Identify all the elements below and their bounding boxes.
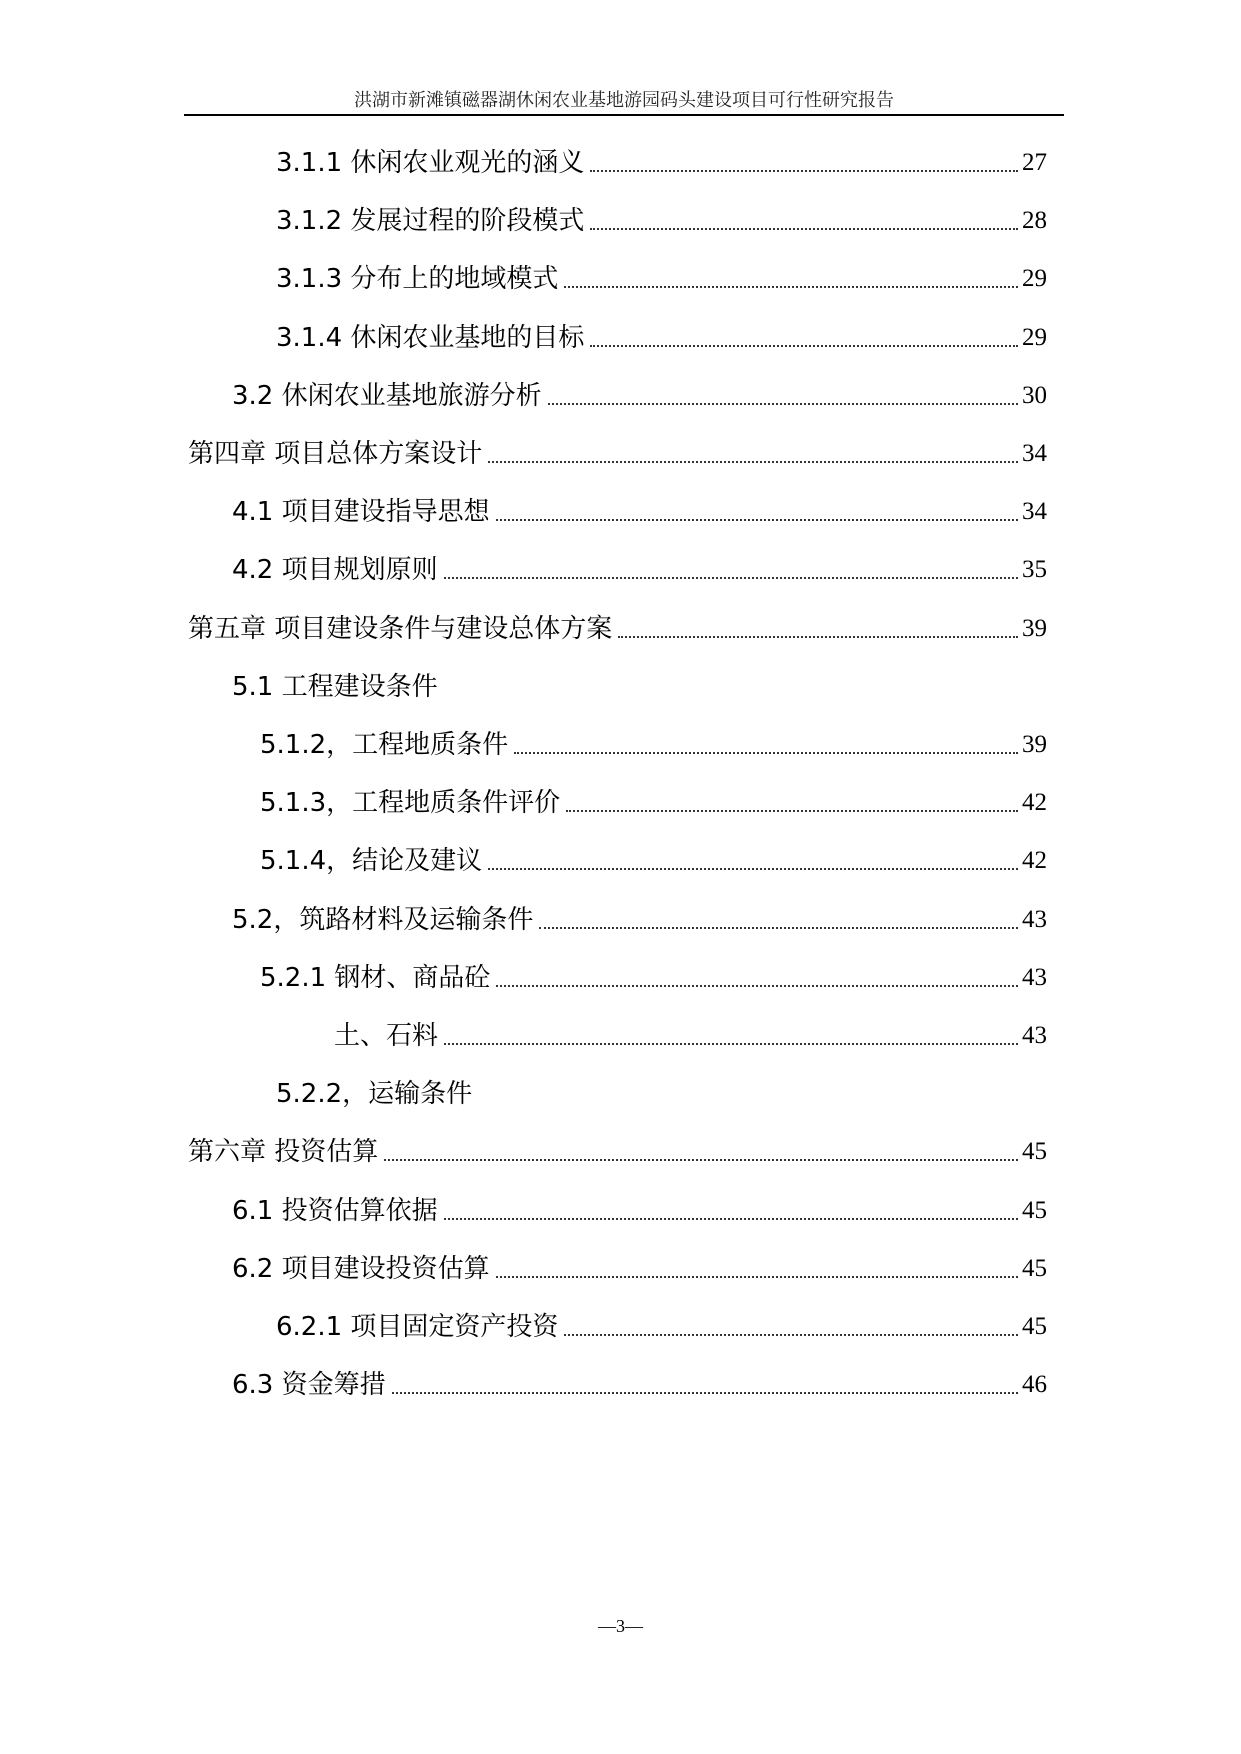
toc-entry-page-number: 29 — [1022, 324, 1047, 351]
toc-entry-page-number: 39 — [1022, 731, 1047, 758]
running-header: 洪湖市新滩镇磁器湖休闲农业基地游园码头建设项目可行性研究报告 — [354, 90, 894, 111]
dot-leader — [618, 636, 1018, 638]
toc-entry-page-number: 35 — [1022, 556, 1047, 583]
toc-entry-label: 3.1.2 发展过程的阶段模式 — [276, 206, 585, 236]
toc-entry[interactable] — [0, 844, 1241, 878]
dot-leader — [488, 868, 1018, 870]
toc-entry-label: 6.2.1 项目固定资产投资 — [276, 1312, 559, 1342]
toc-entry[interactable] — [0, 728, 1241, 762]
toc-entry-page-number: 28 — [1022, 207, 1047, 234]
toc-entry[interactable] — [0, 1135, 1241, 1169]
toc-entry[interactable] — [0, 786, 1241, 820]
toc-entry-label: 6.1 投资估算依据 — [232, 1196, 438, 1226]
toc-entry[interactable] — [0, 612, 1241, 646]
toc-entry-label: 5.1.3，工程地质条件评价 — [260, 788, 561, 818]
toc-entry-label: 第五章 项目建设条件与建设总体方案 — [188, 614, 613, 644]
toc-entry-label: 3.1.4 休闲农业基地的目标 — [276, 323, 585, 353]
toc-entry[interactable] — [0, 1310, 1241, 1344]
toc-entry-label: 第四章 项目总体方案设计 — [188, 439, 483, 469]
dot-leader — [514, 752, 1018, 754]
toc-entry-page-number: 43 — [1022, 1022, 1047, 1049]
dot-leader — [444, 1043, 1018, 1045]
page-number: —3— — [598, 1616, 643, 1636]
dot-leader — [384, 1159, 1018, 1161]
dot-leader — [392, 1392, 1018, 1394]
dot-leader — [590, 345, 1018, 347]
dot-leader — [496, 985, 1018, 987]
toc-entry[interactable] — [0, 204, 1241, 238]
toc-entry-page-number: 45 — [1022, 1197, 1047, 1224]
toc-entry-label: 4.2 项目规划原则 — [232, 555, 438, 585]
toc-entry-page-number: 42 — [1022, 847, 1047, 874]
toc-entry-page-number: 39 — [1022, 615, 1047, 642]
toc-entry-label: 6.2 项目建设投资估算 — [232, 1254, 490, 1284]
dot-leader — [548, 403, 1018, 405]
toc-entry-page-number: 30 — [1022, 382, 1047, 409]
dot-leader — [488, 461, 1018, 463]
toc-entry-label: 第六章 投资估算 — [188, 1137, 379, 1167]
toc-entry[interactable] — [0, 1194, 1241, 1228]
toc-entry-label: 5.2.2，运输条件 — [276, 1079, 473, 1109]
toc-entry-page-number: 46 — [1022, 1371, 1047, 1398]
toc-entry-page-number: 34 — [1022, 440, 1047, 467]
toc-entry-page-number: 42 — [1022, 789, 1047, 816]
toc-entry[interactable] — [0, 1368, 1241, 1402]
toc-entry-label: 5.1.2，工程地质条件 — [260, 730, 509, 760]
dot-leader — [496, 1276, 1018, 1278]
toc-entry-label: 4.1 项目建设指导思想 — [232, 497, 490, 527]
toc-entry[interactable] — [0, 961, 1241, 995]
toc-entry-label: 5.1 工程建设条件 — [232, 672, 438, 702]
toc-entry-page-number: 45 — [1022, 1313, 1047, 1340]
toc-entry-label: 3.1.1 休闲农业观光的涵义 — [276, 148, 585, 178]
toc-entry-label: 土、石料 — [334, 1021, 439, 1051]
toc-entry-page-number: 45 — [1022, 1255, 1047, 1282]
toc-entry[interactable] — [0, 1019, 1241, 1053]
toc-entry[interactable] — [0, 903, 1241, 937]
dot-leader — [566, 810, 1018, 812]
toc-entry[interactable] — [0, 553, 1241, 587]
toc-entry[interactable] — [0, 321, 1241, 355]
dot-leader — [496, 519, 1018, 521]
dot-leader — [590, 228, 1018, 230]
toc-entry[interactable] — [0, 495, 1241, 529]
toc-entry[interactable] — [0, 437, 1241, 471]
toc-entry[interactable] — [0, 1077, 1241, 1111]
toc-entry[interactable] — [0, 1252, 1241, 1286]
toc-entry[interactable] — [0, 262, 1241, 296]
dot-leader — [590, 170, 1018, 172]
dot-leader — [444, 1218, 1018, 1220]
dot-leader — [539, 927, 1018, 929]
toc-entry-label: 5.2，筑路材料及运输条件 — [232, 905, 534, 935]
toc-entry-label: 5.2.1 钢材、商品砼 — [260, 963, 491, 993]
toc-entry-page-number: 34 — [1022, 498, 1047, 525]
dot-leader — [444, 577, 1018, 579]
toc-entry-page-number: 43 — [1022, 906, 1047, 933]
dot-leader — [564, 286, 1018, 288]
toc-entry-page-number: 29 — [1022, 265, 1047, 292]
toc-entry-label: 3.2 休闲农业基地旅游分析 — [232, 381, 542, 411]
toc-entry[interactable] — [0, 670, 1241, 704]
toc-entry[interactable] — [0, 146, 1241, 180]
toc-entry-page-number: 45 — [1022, 1138, 1047, 1165]
dot-leader — [564, 1334, 1018, 1336]
toc-entry[interactable] — [0, 379, 1241, 413]
toc-entry-label: 3.1.3 分布上的地域模式 — [276, 264, 559, 294]
toc-entry-label: 5.1.4，结论及建议 — [260, 846, 483, 876]
toc-entry-page-number: 27 — [1022, 149, 1047, 176]
toc-entry-label: 6.3 资金筹措 — [232, 1370, 386, 1400]
toc-entry-page-number: 43 — [1022, 964, 1047, 991]
